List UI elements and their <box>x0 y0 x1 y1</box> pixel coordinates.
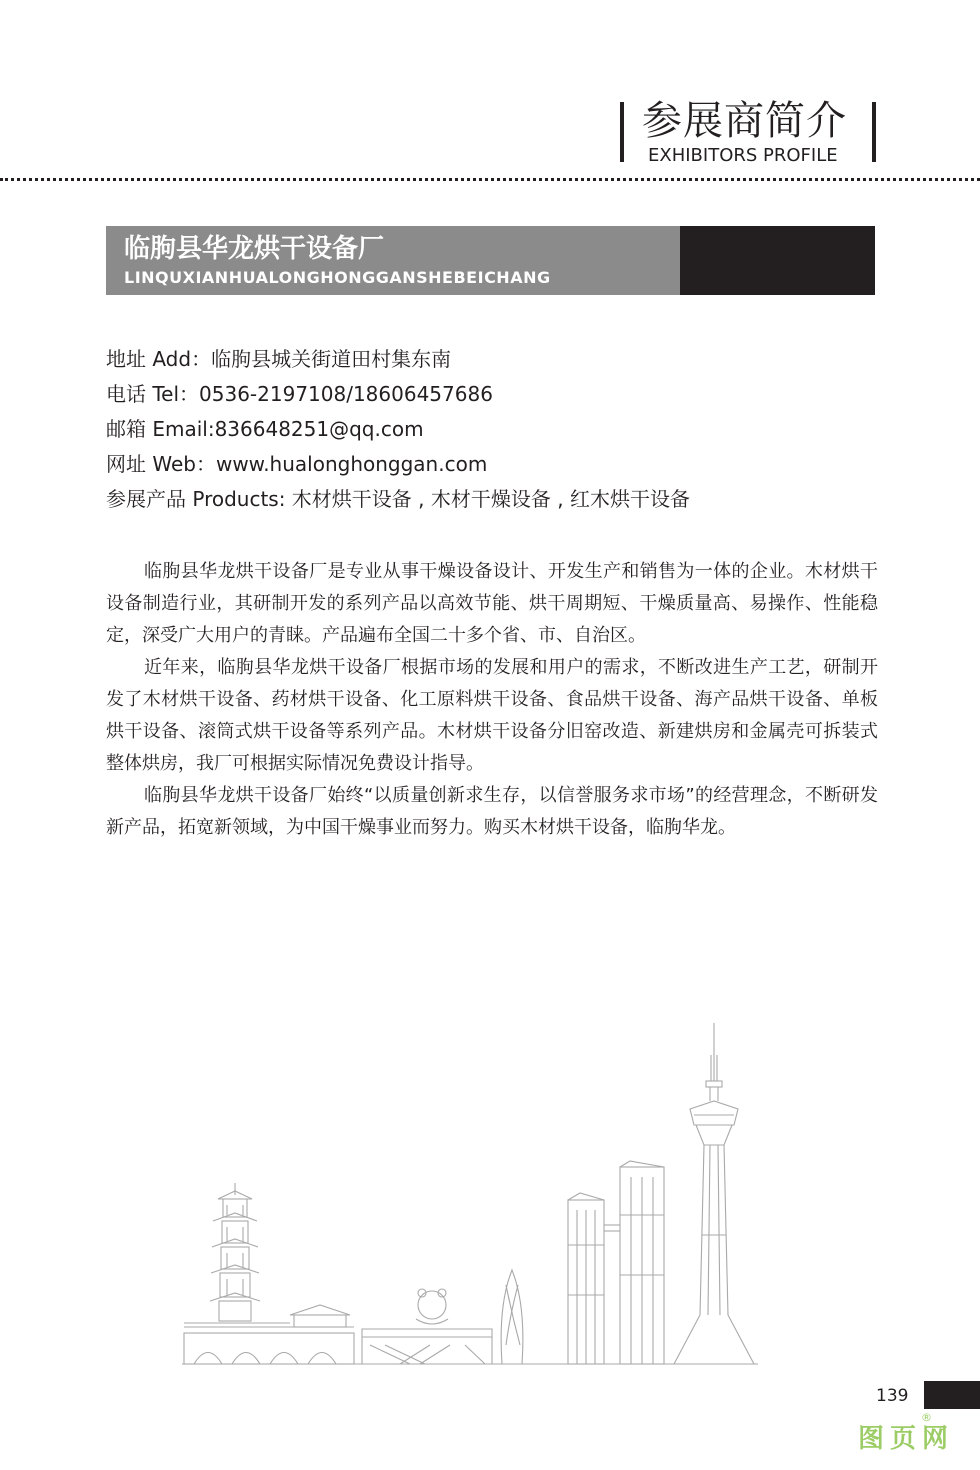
website-line: 网址 Web：www.hualonghonggan.com <box>106 452 488 476</box>
city-skyline-illustration <box>180 1015 760 1370</box>
header-left-bar <box>620 102 624 162</box>
company-banner <box>106 226 875 295</box>
contact-info <box>106 342 886 517</box>
page-number-block <box>924 1381 980 1409</box>
dotted-divider <box>0 178 980 181</box>
company-name-en: LINQUXIANHUALONGHONGGANSHEBEICHANG <box>124 268 551 287</box>
tv-tower-drawing <box>674 1023 754 1364</box>
page-number: 139 <box>876 1386 909 1406</box>
email-line: 邮箱 Email:836648251@qq.com <box>106 417 424 441</box>
twisted-tower-drawing <box>501 1270 523 1364</box>
stadium-panda-drawing <box>362 1289 492 1364</box>
registered-mark: ® <box>921 1411 932 1424</box>
products-line: 参展产品 Products: 木材烘干设备 , 木材干燥设备 , 红木烘干设备 <box>106 487 690 511</box>
address-line: 地址 Add：临朐县城关街道田村集东南 <box>106 347 452 371</box>
company-description <box>106 556 878 844</box>
bridge-drawing <box>184 1305 354 1364</box>
pagoda-drawing <box>210 1183 260 1321</box>
office-towers-drawing <box>568 1161 664 1364</box>
phone-line: 电话 Tel：0536-2197108/18606457686 <box>106 382 493 406</box>
header-right-bar <box>872 102 876 162</box>
section-header <box>610 96 890 168</box>
paragraph: 临朐县华龙烘干设备厂始终“以质量创新求生存，以信誉服务求市场”的经营理念，不断研发新产品，拓宽新领域，为中国干燥事业而努力。购买木材烘干设备，临朐华龙。 <box>106 785 878 838</box>
section-title-cn: 参展商简介 <box>642 98 847 144</box>
paragraph: 近年来，临朐县华龙烘干设备厂根据市场的发展和用户的需求，不断改进生产工艺，研制开发了木材烘干设备、药材烘干设备、化工原料烘干设备、食品烘干设备、海产品烘干设备、单板烘干设备、滚筒式烘干设备等系列产品。木材烘干设备分旧窑改造、新建烘房和金属壳可拆装式整体烘房，我厂可根据实际情况免费设计指导。 <box>106 657 878 774</box>
watermark-logo: 图页网 <box>858 1424 955 1454</box>
company-name-cn: 临朐县华龙烘干设备厂 <box>124 234 385 264</box>
section-title-en: EXHIBITORS PROFILE <box>648 145 838 166</box>
banner-dark-block <box>680 226 875 295</box>
paragraph: 临朐县华龙烘干设备厂是专业从事干燥设备设计、开发生产和销售为一体的企业。木材烘干设备制造行业，其研制开发的系列产品以高效节能、烘干周期短、干燥质量高、易操作、性能稳定，深受广大用户的青睐。产品遍布全国二十多个省、市、自治区。 <box>106 561 878 646</box>
